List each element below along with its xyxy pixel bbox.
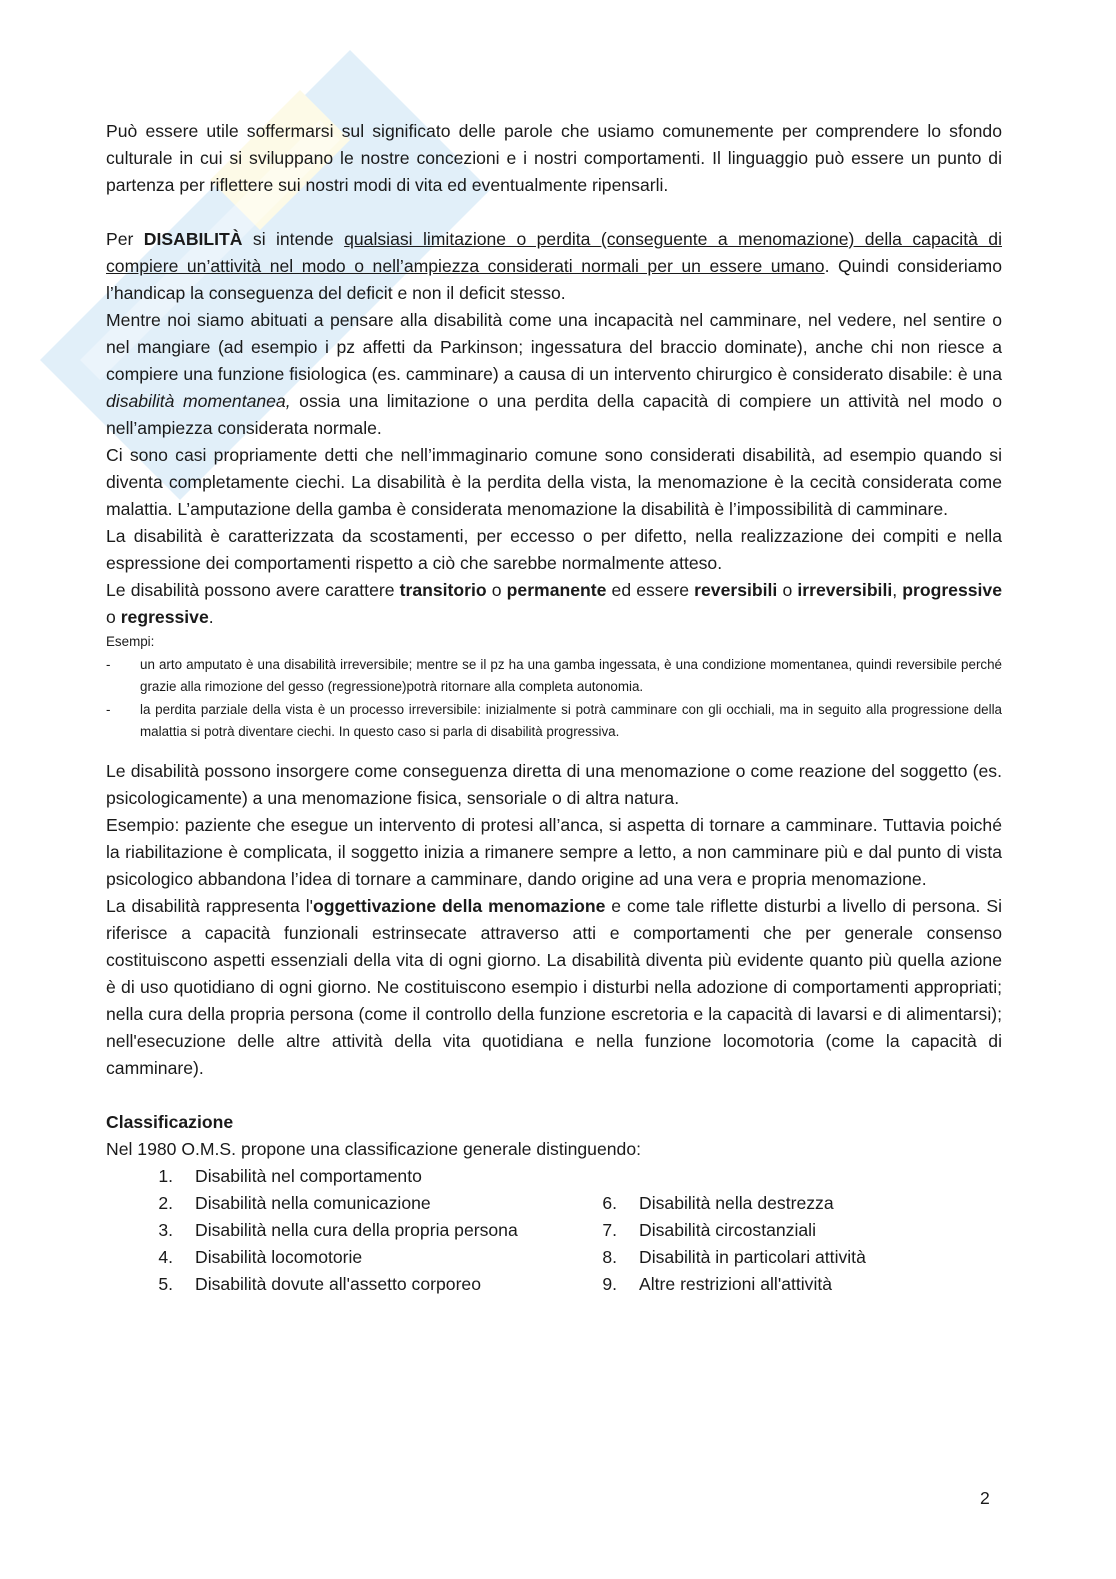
examples-list bbox=[106, 654, 1002, 744]
list-item: 9. Altre restrizioni all'attività bbox=[602, 1273, 833, 1294]
paragraph-esempio: Esempio: paziente che esegue un intervento di protesi all’anca, si aspetta di tornare a camminare. Tuttavia poiché la riabilitazione è complicata, il soggetto inizia a rimanere sempre a letto, a non camminare più e dal punto di vista psicologico abbandona l’idea di tornare a camminare, dando origine ad una vera e propria menomazione. bbox=[106, 814, 1002, 889]
classification-list bbox=[106, 1163, 1002, 1298]
section-heading-classificazione: Classificazione bbox=[106, 1111, 234, 1132]
classification-right-column bbox=[588, 1163, 866, 1298]
bold-oggettivazione: oggettivazione della menomazione bbox=[312, 895, 606, 916]
paragraph-scostamenti: La disabilità è caratterizzata da scostamenti, per eccesso o per difetto, nella realizzazione dei compiti e nella espressione dei comportamenti rispetto a ciò che sarebbe normalmente atteso. bbox=[106, 526, 1002, 573]
examples-block bbox=[106, 631, 1002, 744]
list-item: 2. Disabilità nella comunicazione bbox=[158, 1192, 431, 1213]
list-item: 7. Disabilità circostanziali bbox=[602, 1219, 816, 1240]
paragraph-momentanea: Mentre noi siamo abituati a pensare alla disabilità come una incapacità nel camminare, nel vedere, nel sentire o nel mangiare (ad esempio i pz affetti da Parkinson; ingessatura del braccio dominate), anche chi non riesce a compiere una funzione fisiologica (es. camminare) a causa di un intervento chirurgico è considerato disabile: è una disabilità momentanea, ossia una limitazione o una perdita della capacità di compiere un attività nel modo o nell’ampiezza considerata normale. bbox=[106, 310, 1002, 438]
list-item: 1. Disabilità nel comportamento bbox=[158, 1165, 422, 1186]
definition-underlined: qualsiasi limitazione o perdita (conseguente a menomazione) della capacità di compiere un’attività nel modo o nell’ampiezza considerati normali per un essere umano bbox=[106, 229, 1002, 276]
classification-intro: Nel 1980 O.M.S. propone una classificazione generale distinguendo: bbox=[106, 1138, 641, 1159]
list-item: 8. Disabilità in particolari attività bbox=[602, 1246, 866, 1267]
list-item: 3. Disabilità nella cura della propria persona bbox=[158, 1219, 518, 1240]
classification-left-column bbox=[106, 1163, 588, 1298]
list-item: - un arto amputato è una disabilità irreversibile; mentre se il pz ha una gamba ingessata, è una condizione momentanea, quindi reversibile perché grazie alla rimozione del gesso (regressione)potrà ritornare alla completa autonomia. bbox=[106, 654, 1002, 699]
paragraph-oggettivazione: La disabilità rappresenta l'oggettivazione della menomazione e come tale riflette disturbi a livello di persona. Si riferisce a capacità funzionali estrinsecate attraverso atti e comportamenti che per generale consenso costituiscono aspetti essenziali della vita di ogni giorno. La disabilità diventa più evidente quanto più quella azione è di uso quotidiano di ogni giorno. Ne costituiscono esempio i disturbi nella adozione di comportamenti appropriati; nella cura della propria persona (come il controllo della funzione escretoria e la capacità di lavarsi e di alimentarsi); nell'esecuzione delle altre attività della vita quotidiana e nella funzione locomotoria (come la capacità di camminare). bbox=[106, 895, 1002, 1078]
paragraph-carattere: Le disabilità possono avere carattere transitorio o permanente ed essere reversibili o irreversibili, progressive o regressive. bbox=[106, 580, 1002, 627]
list-item: 6. Disabilità nella destrezza bbox=[602, 1192, 834, 1213]
list-item: 4. Disabilità locomotorie bbox=[158, 1246, 363, 1267]
examples-label: Esempi: bbox=[106, 634, 155, 649]
italic-disabilita-momentanea: disabilità momentanea, bbox=[106, 391, 291, 411]
paragraph-casi: Ci sono casi propriamente detti che nell’immaginario comune sono considerati disabilità, ad esempio quando si diventa completamente ciechi. La disabilità è la perdita della vista, la menomazione è la cecità considerata come malattia. L’amputazione della gamba è considerata menomazione la disabilità è l’impossibilità di camminare. bbox=[106, 445, 1002, 519]
page-number: 2 bbox=[980, 1488, 990, 1508]
list-item: 5. Disabilità dovute all'assetto corporeo bbox=[158, 1273, 481, 1294]
list-item: - la perdita parziale della vista è un processo irreversibile: inizialmente si potrà camminare con gli occhiali, ma in seguito alla progressione della malattia si potrà diventare ciechi. In questo caso si parla di disabilità progressiva. bbox=[106, 699, 1002, 744]
term-disabilita: DISABILITÀ bbox=[143, 229, 243, 249]
document-body bbox=[106, 118, 1002, 1298]
paragraph-intro: Può essere utile soffermarsi sul significato delle parole che usiamo comunemente per comprendere lo sfondo culturale in cui si sviluppano le nostre concezioni e i nostri comportamenti. Il linguaggio può essere un punto di partenza per riflettere sui nostri modi di vita ed eventualmente ripensarli. bbox=[106, 121, 1002, 195]
paragraph-insorgere: Le disabilità possono insorgere come conseguenza diretta di una menomazione o come reazione del soggetto (es. psicologicamente) a una menomazione fisica, sensoriale o di altra natura. bbox=[106, 760, 1002, 808]
paragraph-definition: Per DISABILITÀ si intende qualsiasi limitazione o perdita (conseguente a menomazione) della capacità di compiere un’attività nel modo o nell’ampiezza considerati normali per un essere umano. Quindi consideriamo l’handicap la conseguenza del deficit e non il deficit stesso. bbox=[106, 229, 1003, 303]
